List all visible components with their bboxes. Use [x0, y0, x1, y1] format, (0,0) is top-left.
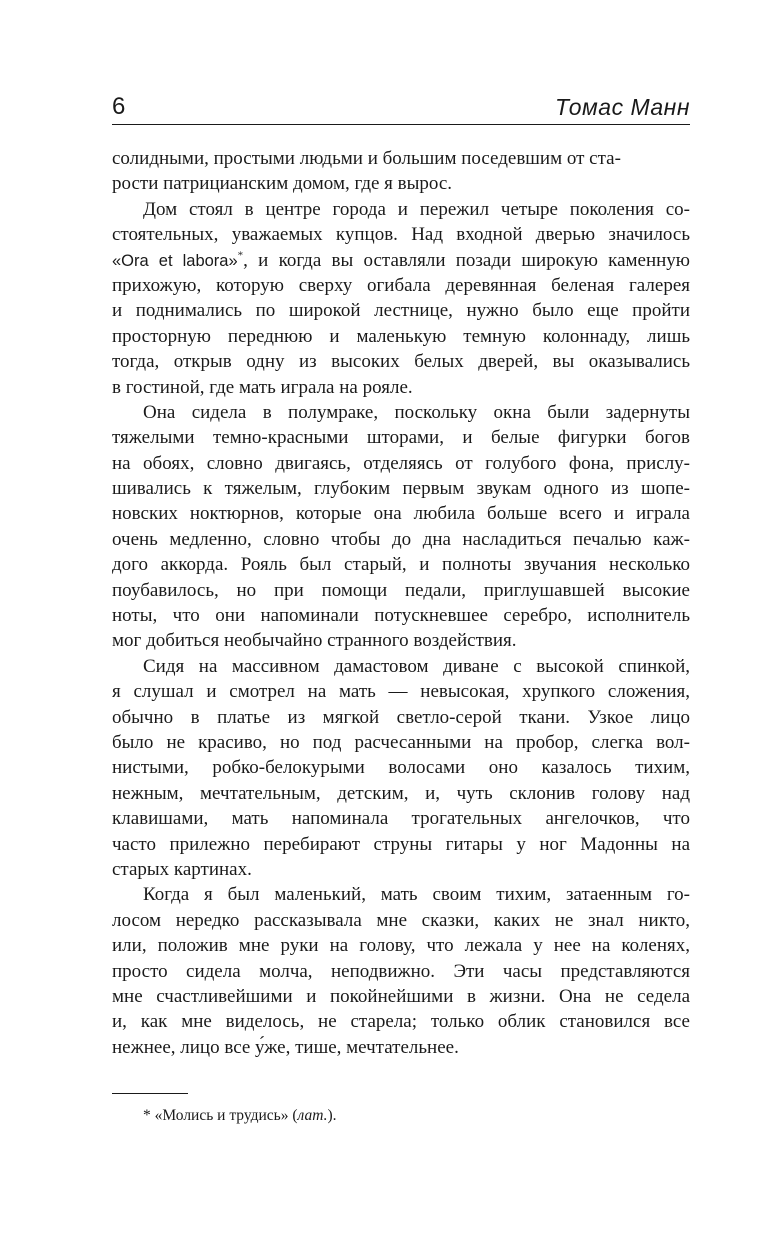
footnote-ref: * [237, 249, 244, 262]
footnote [143, 1106, 337, 1126]
text-line: поубавилось, но при помощи педали, приглушавшей высокие [112, 579, 690, 601]
text-line: просторную переднюю и маленькую темную колоннаду, лишь [112, 325, 690, 347]
text-line: мне счастливейшими и покойнейшими в жизни. Она не седела [112, 985, 690, 1007]
footnote-marker: * [143, 1107, 151, 1124]
text-line: обычно в платье из мягкой светло-серой ткани. Узкое лицо [112, 706, 690, 728]
text-line: клавишами, мать напоминала трогательных ангелочков, что [112, 808, 690, 830]
text-line: прихожую, которую сверху огибала деревянная беленая галерея [112, 274, 690, 296]
text-line: новских ноктюрнов, которые она любила больше всего и играла [112, 503, 690, 525]
text-line: старых картинах. [112, 858, 252, 880]
text-line: часто прилежно перебирают струны гитары у ног Мадонны на [112, 833, 690, 855]
text-line: или, положив мне руки на голову, что лежала у нее на коленях, [112, 935, 690, 957]
footnote-text: «Молись и трудись» ( [154, 1107, 298, 1124]
text-line: нежнее, лицо все у́же, тише, мечтательнее. [112, 1036, 459, 1058]
body-text [112, 146, 690, 1060]
text-line: просто сидела молча, неподвижно. Эти часы представляются [112, 960, 690, 982]
text-segment: , и когда вы оставляли позади широкую каменную [243, 249, 690, 271]
text-line: было не красиво, но под расчесанными на пробор, слегка вол- [112, 731, 690, 753]
text-line: мог добиться необычайно странного воздействия. [112, 630, 517, 652]
text-line: нежным, мечтательным, детским, и, чуть склонив голову над [112, 782, 690, 804]
text-line: ноты, что они напоминали потускневшее серебро, исполнитель [112, 605, 690, 627]
text-line: и поднимались по широкой лестнице, нужно было еще пройти [112, 300, 690, 322]
footnote-divider [112, 1093, 188, 1094]
text-line: дого аккорда. Рояль был старый, и полноты звучания несколько [112, 554, 690, 576]
text-line: я слушал и смотрел на мать — невысокая, хрупкого сложения, [112, 681, 690, 703]
page-number: 6 [112, 93, 126, 120]
text-line: стоятельных, уважаемых купцов. Над входной дверью значилось [112, 224, 690, 246]
text-line: в гостиной, где мать играла на рояле. [112, 376, 413, 398]
latin-motto: «Ora et labora» [112, 251, 238, 270]
text-line: Дом стоял в центре города и пережил четыре поколения со- [143, 198, 690, 220]
text-line: тяжелыми темно-красными шторами, и белые фигурки богов [112, 427, 690, 449]
footnote-close: ). [327, 1107, 337, 1124]
text-line: и, как мне виделось, не старела; только облик становился все [112, 1011, 690, 1033]
text-line: солидными, простыми людьми и большим поседевшим от ста- [112, 148, 621, 169]
text-line: Она сидела в полумраке, поскольку окна были задернуты [143, 401, 690, 423]
text-line: тогда, открыв одну из высоких белых дверей, вы оказывались [112, 351, 690, 373]
text-line: шивались к тяжелым, глубоким первым звукам одного из шопе- [112, 478, 690, 500]
running-head-author: Томас Манн [554, 94, 690, 120]
text-line: нистыми, робко-белокурыми волосами оно казалось тихим, [112, 757, 690, 779]
footnote-abbreviation: лат. [297, 1107, 328, 1124]
page-header [112, 88, 690, 125]
text-line: Когда я был маленький, мать своим тихим, затаенным го- [143, 884, 690, 906]
text-line: лосом нередко рассказывала мне сказки, каких не знал никто, [112, 909, 690, 931]
text-line: на обоях, словно двигаясь, отделяясь от голубого фона, прислу- [112, 452, 690, 474]
text-line [112, 248, 690, 273]
text-line: очень медленно, словно чтобы до дна насладиться печалью каж- [112, 528, 690, 550]
text-line: рости патрицианским домом, где я вырос. [112, 173, 453, 195]
text-line: Сидя на массивном дамастовом диване с высокой спинкой, [143, 655, 690, 677]
